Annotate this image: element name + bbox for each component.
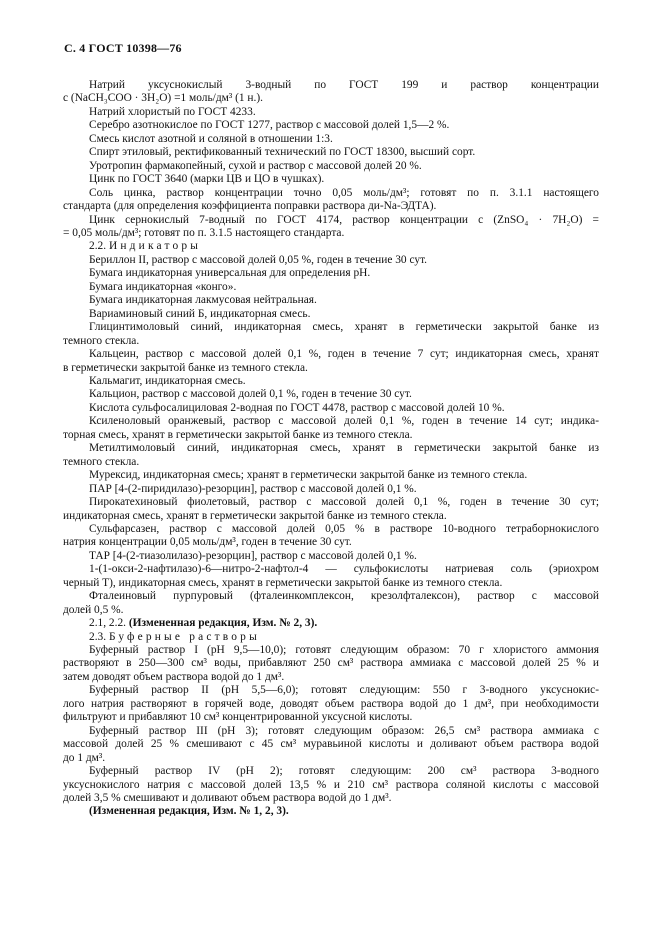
section-heading-indicators (63, 240, 599, 253)
document-body (63, 79, 599, 819)
indicator-line: Кальцион, раствор с массовой долей 0,1 %, годен в течение 30 сут. (89, 388, 412, 401)
amendment-prefix: 2.1, 2.2. (89, 617, 127, 630)
indicator-line: Сульфарсазен, раствор с массовой долей 0,05 % в растворе 10-водного тетраборнокислого (89, 522, 599, 535)
section-title: Индикаторы (108, 240, 202, 253)
buffer-line: затем доводят объем раствора водой до 1 дм³. (63, 670, 285, 683)
section-title: Буферные растворы (108, 630, 260, 643)
indicator-line: Вариаминовый синий Б, индикаторная смесь. (89, 307, 311, 320)
buffer-line: массовой долей 25 % смешивают с 45 см³ муравьиной кислоты и доливают объем раствора водой (63, 738, 599, 751)
indicator-line: ТАР [4-(2-тиазолилазо)-резорцин], раствор с массовой долей 0,1 %. (89, 549, 417, 562)
indicator-line: Бумага индикаторная «конго». (89, 280, 237, 293)
reagent-line: Уротропин фармакопейный, сухой и раствор с массовой долей 20 %. (89, 159, 422, 172)
indicator-line: Кальцеин, раствор с массовой долей 0,1 %, годен в течение 7 сут; индикаторная смесь, хранят (89, 348, 599, 361)
indicator-line: Пирокатехиновый фиолетовый, раствор с массовой долей 0,1 %, годен в течение 30 сут; (89, 496, 599, 509)
indicator-line: Кальмагит, индикаторная смесь. (89, 374, 246, 387)
amendment-note: (Измененная редакция, Изм. № 1, 2, 3). (89, 805, 289, 818)
indicator-line: долей 0,5 %. (63, 603, 124, 616)
section-heading-buffers (63, 631, 599, 644)
indicator-line: Глицинтимоловый синий, индикаторная смесь, хранят в герметически закрытой банке из (89, 321, 599, 334)
buffer-line: Буферный раствор IV (pH 2); готовят следующим: 200 см³ раствора 3-водного (89, 765, 599, 778)
reagent-line: стандарта (для определения коэффициента поправки раствора ди-Na-ЭДТА). (63, 200, 437, 213)
amendment-text: (Измененная редакция, Изм. № 2, 3). (128, 617, 318, 630)
buffer-line: лого натрия растворяют в горячей воде, доводят объем раствора водой до 1 дм³, при необходимости (63, 697, 599, 710)
reagent-line: = 0,05 моль/дм³; готовят по п. 3.1.5 настоящего стандарта. (63, 226, 345, 239)
indicator-line: черный Т), индикаторная смесь, хранят в герметически закрытой банке из темного стекла. (63, 576, 503, 589)
buffer-line: Буферный раствор I (pH 9,5—10,0); готовят следующим образом: 70 г хлористого аммония (89, 644, 599, 657)
indicator-line: Мурексид, индикаторная смесь; хранят в герметически закрытой банке из темного стекла. (89, 469, 528, 482)
section-number: 2.2. (89, 240, 107, 253)
reagent-line: Серебро азотнокислое по ГОСТ 1277, раствор с массовой долей 1,5—2 %. (89, 119, 450, 132)
page-header: С. 4 ГОСТ 10398—76 (64, 41, 182, 55)
indicator-line: темного стекла. (63, 334, 140, 347)
indicator-line: Бериллон II, раствор с массовой долей 0,05 %, годен в течение 30 сут. (89, 253, 428, 266)
reagent-line: Смесь кислот азотной и соляной в отношении 1:3. (89, 132, 333, 145)
buffer-line: растворяют в 250—300 см³ воды, прибавляют 250 см³ раствора аммиака с массовой долей 25 % и (63, 657, 599, 670)
buffer-line: до 1 дм³. (63, 751, 106, 764)
buffer-line: Буферный раствор III (pH 3); готовят следующим образом: 26,5 см³ раствора аммиака с (89, 724, 599, 737)
section-number: 2.3. (89, 630, 107, 643)
buffer-line: уксуснокислого натрия с массовой долей 13,5 % и 210 см³ раствора соляной кислоты с массовой (63, 778, 599, 791)
indicator-line: Ксиленоловый оранжевый, раствор с массовой долей 0,1 %, годен в течение 14 сут; индика- (89, 415, 599, 428)
indicator-line: 1-(1-окси-2-нафтилазо)-6—нитро-2-нафтол-4 — сульфокислоты натриевая соль (эриохром (89, 563, 599, 576)
indicator-line: Фталеиновый пурпуровый (фталеинкомплексон, крезолфталексон), раствор с массовой (89, 590, 599, 603)
indicator-line: Метилтимоловый синий, индикаторная смесь, хранят в герметически закрытой банке из (89, 442, 599, 455)
indicator-line: Бумага индикаторная лакмусовая нейтральная. (89, 294, 317, 307)
reagent-line: Натрий хлористый по ГОСТ 4233. (89, 105, 256, 118)
buffer-line: фильтруют и прибавляют 10 см³ концентрированной уксусной кислоты. (63, 711, 413, 724)
indicator-line: индикаторная смесь, хранят в герметически закрытой банке из темного стекла. (63, 509, 447, 522)
indicator-line: ПАР [4-(2-пиридилазо)-резорцин], раствор с массовой долей 0,1 %. (89, 482, 417, 495)
reagent-line: Соль цинка, раствор концентрации точно 0,05 моль/дм³; готовят по п. 3.1.1 настоящего (89, 186, 599, 199)
indicator-line: Бумага индикаторная универсальная для определения pH. (89, 267, 371, 280)
indicator-line: темного стекла. (63, 455, 140, 468)
reagent-line: c (NaCH₃COO · 3H₂O) =1 моль/дм³ (1 н.). (63, 92, 264, 105)
reagent-line: Натрий уксуснокислый 3-водный по ГОСТ 199 и раствор концентрации (89, 79, 599, 91)
indicator-line: торная смесь, хранят в герметически закрытой банке из темного стекла. (63, 428, 413, 441)
amendment-note (63, 617, 599, 630)
indicator-line: Кислота сульфосалициловая 2-водная по ГОСТ 4478, раствор с массовой долей 10 %. (89, 401, 505, 414)
indicator-line: в герметически закрытой банке из темного стекла. (63, 361, 308, 374)
reagent-line: Спирт этиловый, ректификованный технический по ГОСТ 18300, высший сорт. (89, 146, 476, 159)
reagent-line: Цинк по ГОСТ 3640 (марки ЦВ и ЦО в чушках). (89, 173, 325, 186)
buffer-line: долей 3,5 % смешивают и доливают объем раствора водой до 1 дм³. (63, 792, 392, 805)
reagent-line: Цинк сернокислый 7-водный по ГОСТ 4174, раствор концентрации c (ZnSO₄ · 7H₂O) = (89, 213, 599, 226)
buffer-line: Буферный раствор II (pH 5,5—6,0); готовят следующим: 550 г 3-водного уксуснокис- (89, 684, 599, 697)
indicator-line: натрия концентрации 0,05 моль/дм³, годен в течение 30 сут. (63, 536, 352, 549)
